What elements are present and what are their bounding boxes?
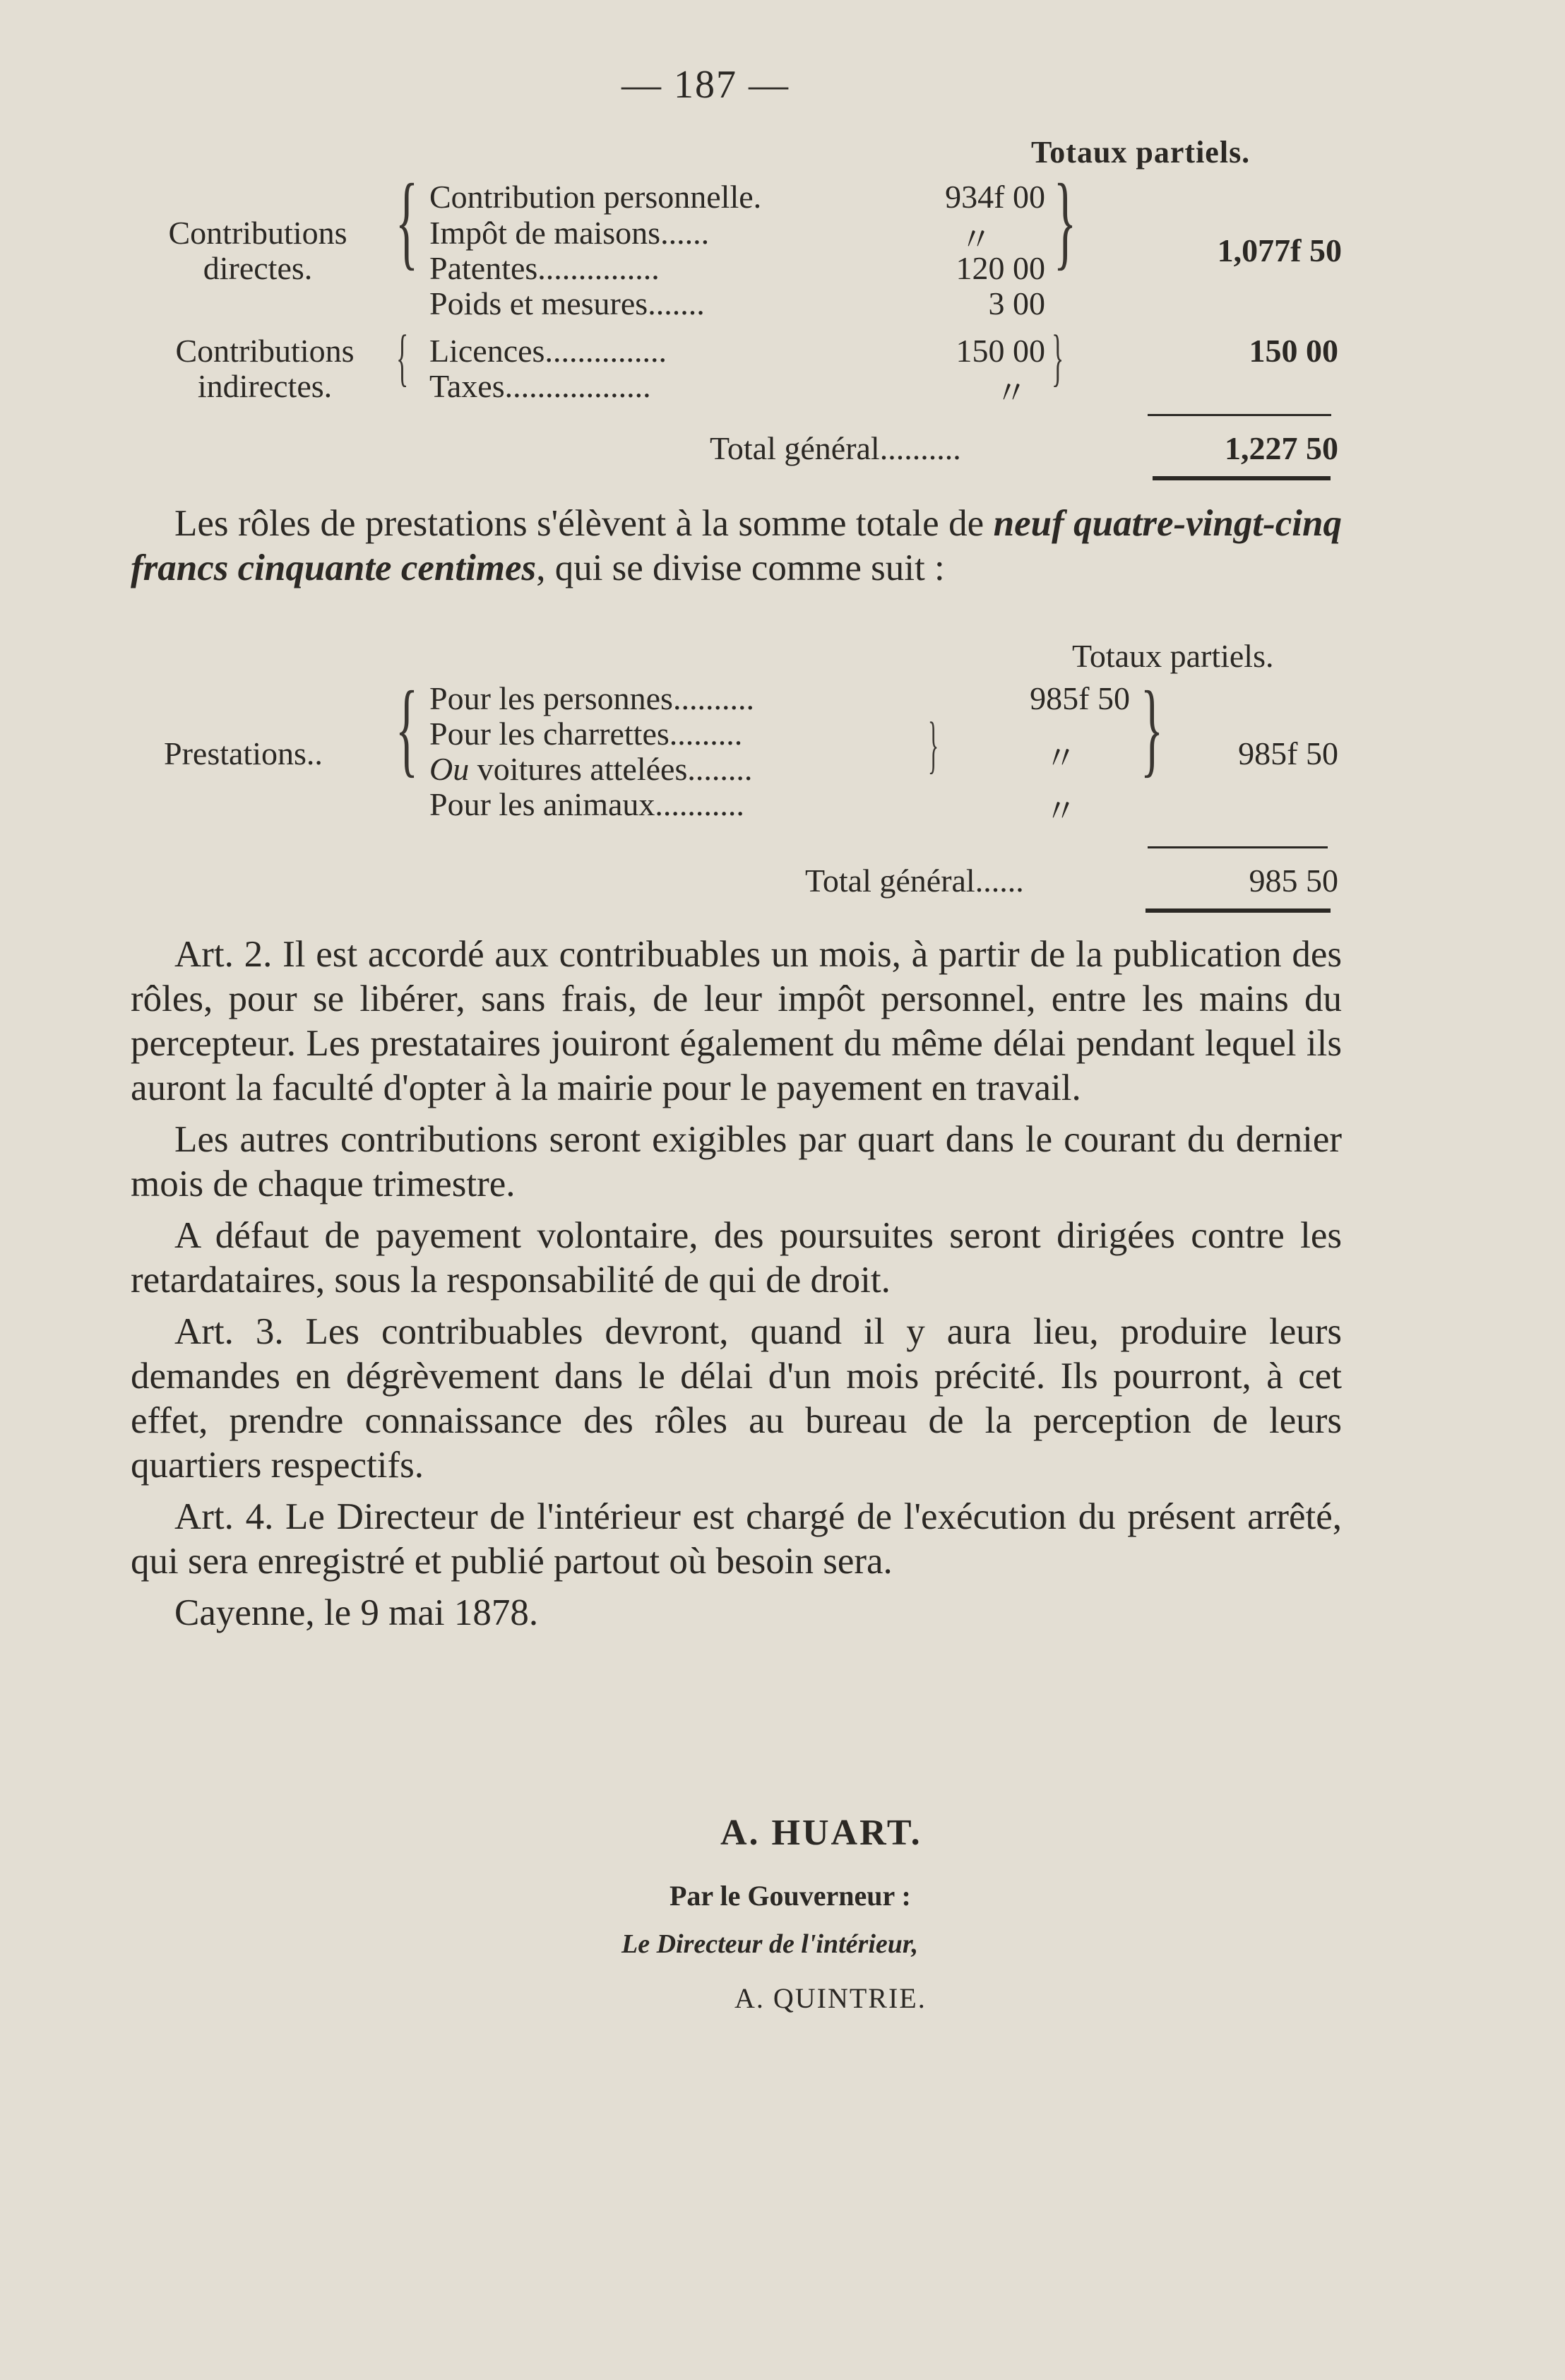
group-total: 1,077f 50 bbox=[1217, 232, 1342, 268]
table-header: Totaux partiels. bbox=[1072, 638, 1274, 674]
grand-total-label: Total général.......... bbox=[710, 430, 961, 466]
article-2: Art. 2. Il est accordé aux contribuables un mois, à partir de la publication des rôles, pour se libérer, sans frais, de leur impôt personnel, entre les mains du percepteur. Les prestataires jouiront également du même délai pendant lequel ils auront la faculté d'opter à la mairie pour le payement en travail. bbox=[131, 934, 1342, 1108]
group-total: 150 00 bbox=[1249, 333, 1338, 369]
row-label-text: voitures attelées........ bbox=[469, 751, 753, 787]
signature-name: A. HUART. bbox=[720, 1813, 922, 1853]
row-label bbox=[429, 750, 752, 788]
total-underline bbox=[1153, 476, 1331, 480]
right-brace-icon: } bbox=[1140, 670, 1164, 787]
grand-total-value: 985 50 bbox=[1249, 863, 1338, 899]
article-3: Art. 3. Les contribuables devront, quand il y aura lieu, produire leurs demandes en dégrèvement dans le délai d'un mois précité. Ils pourront, à cet effet, prendre connaissance des rôles au bureau de la perception de leurs quartiers respectifs. bbox=[131, 1311, 1342, 1486]
row-value: 〃 bbox=[995, 375, 1028, 411]
row-value: 150 00 bbox=[956, 333, 1045, 369]
grand-total-value: 1,227 50 bbox=[1225, 430, 1338, 466]
right-brace-icon: } bbox=[1053, 162, 1077, 280]
articles-body bbox=[131, 933, 1342, 1635]
group-label-prestations: Prestations.. bbox=[164, 735, 323, 771]
place-date: Cayenne, le 9 mai 1878. bbox=[174, 1592, 539, 1633]
total-rule bbox=[1148, 846, 1328, 848]
left-brace-icon: { bbox=[395, 162, 419, 280]
table-header: Totaux partiels. bbox=[1031, 135, 1251, 170]
row-label: Contribution personnelle. bbox=[429, 179, 762, 215]
row-label-italic: Ou bbox=[429, 751, 470, 787]
group-label-indirectes: Contributions indirectes. bbox=[175, 333, 355, 404]
row-label: Poids et mesures....... bbox=[429, 285, 705, 321]
row-label: Taxes.................. bbox=[429, 368, 651, 404]
row-label: Pour les charrettes......... bbox=[429, 716, 743, 752]
row-label: Pour les animaux........... bbox=[429, 786, 744, 822]
paragraph: Les autres contributions seront exigibles par quart dans le courant du dernier mois de chaque trimestre. bbox=[131, 1119, 1342, 1204]
paragraph: A défaut de payement volontaire, des poursuites seront dirigées contre les retardataires, sous la responsabilité de qui de droit. bbox=[131, 1215, 1342, 1301]
signature-name-2: A. QUINTRIE. bbox=[734, 1982, 927, 2014]
para-text: , qui se divise comme suit : bbox=[536, 547, 945, 588]
grand-total-label: Total général...... bbox=[805, 863, 1024, 899]
row-label: Pour les personnes.......... bbox=[429, 680, 754, 716]
row-value: 〃 bbox=[960, 222, 992, 258]
row-label: Licences............... bbox=[429, 333, 667, 369]
row-label: Patentes............... bbox=[429, 250, 660, 286]
row-value: 〃 bbox=[1045, 793, 1077, 829]
row-value: 985f 50 bbox=[1030, 680, 1130, 716]
signature-by: Par le Gouverneur : bbox=[670, 1880, 911, 1912]
page-number: — 187 — bbox=[621, 63, 790, 107]
total-rule bbox=[1148, 414, 1331, 416]
prestations-paragraph bbox=[131, 502, 1342, 591]
row-value: 934f 00 bbox=[945, 179, 1045, 215]
left-brace-icon: { bbox=[395, 323, 409, 393]
article-4: Art. 4. Le Directeur de l'intérieur est chargé de l'exécution du présent arrêté, qui sera enregistré et publié partout où besoin sera. bbox=[131, 1496, 1342, 1582]
total-underline bbox=[1146, 908, 1331, 913]
row-value: 〃 bbox=[1045, 740, 1077, 776]
row-value: 120 00 bbox=[956, 250, 1045, 286]
right-brace-icon: } bbox=[1051, 323, 1064, 393]
row-label: Impôt de maisons...... bbox=[429, 215, 710, 251]
group-label-directes: Contributions directes. bbox=[168, 215, 347, 286]
para-text-italic: neuf quatre-vingt-cinq francs cinquante centimes bbox=[131, 503, 1343, 588]
left-brace-icon: { bbox=[395, 670, 419, 787]
group-total: 985f 50 bbox=[1238, 735, 1338, 771]
para-text: Les rôles de prestations s'élèvent à la somme totale de bbox=[174, 503, 994, 544]
signature-title: Le Directeur de l'intérieur, bbox=[621, 1929, 919, 1959]
inner-brace-icon: } bbox=[928, 710, 939, 780]
row-value: 3 00 bbox=[988, 285, 1045, 321]
